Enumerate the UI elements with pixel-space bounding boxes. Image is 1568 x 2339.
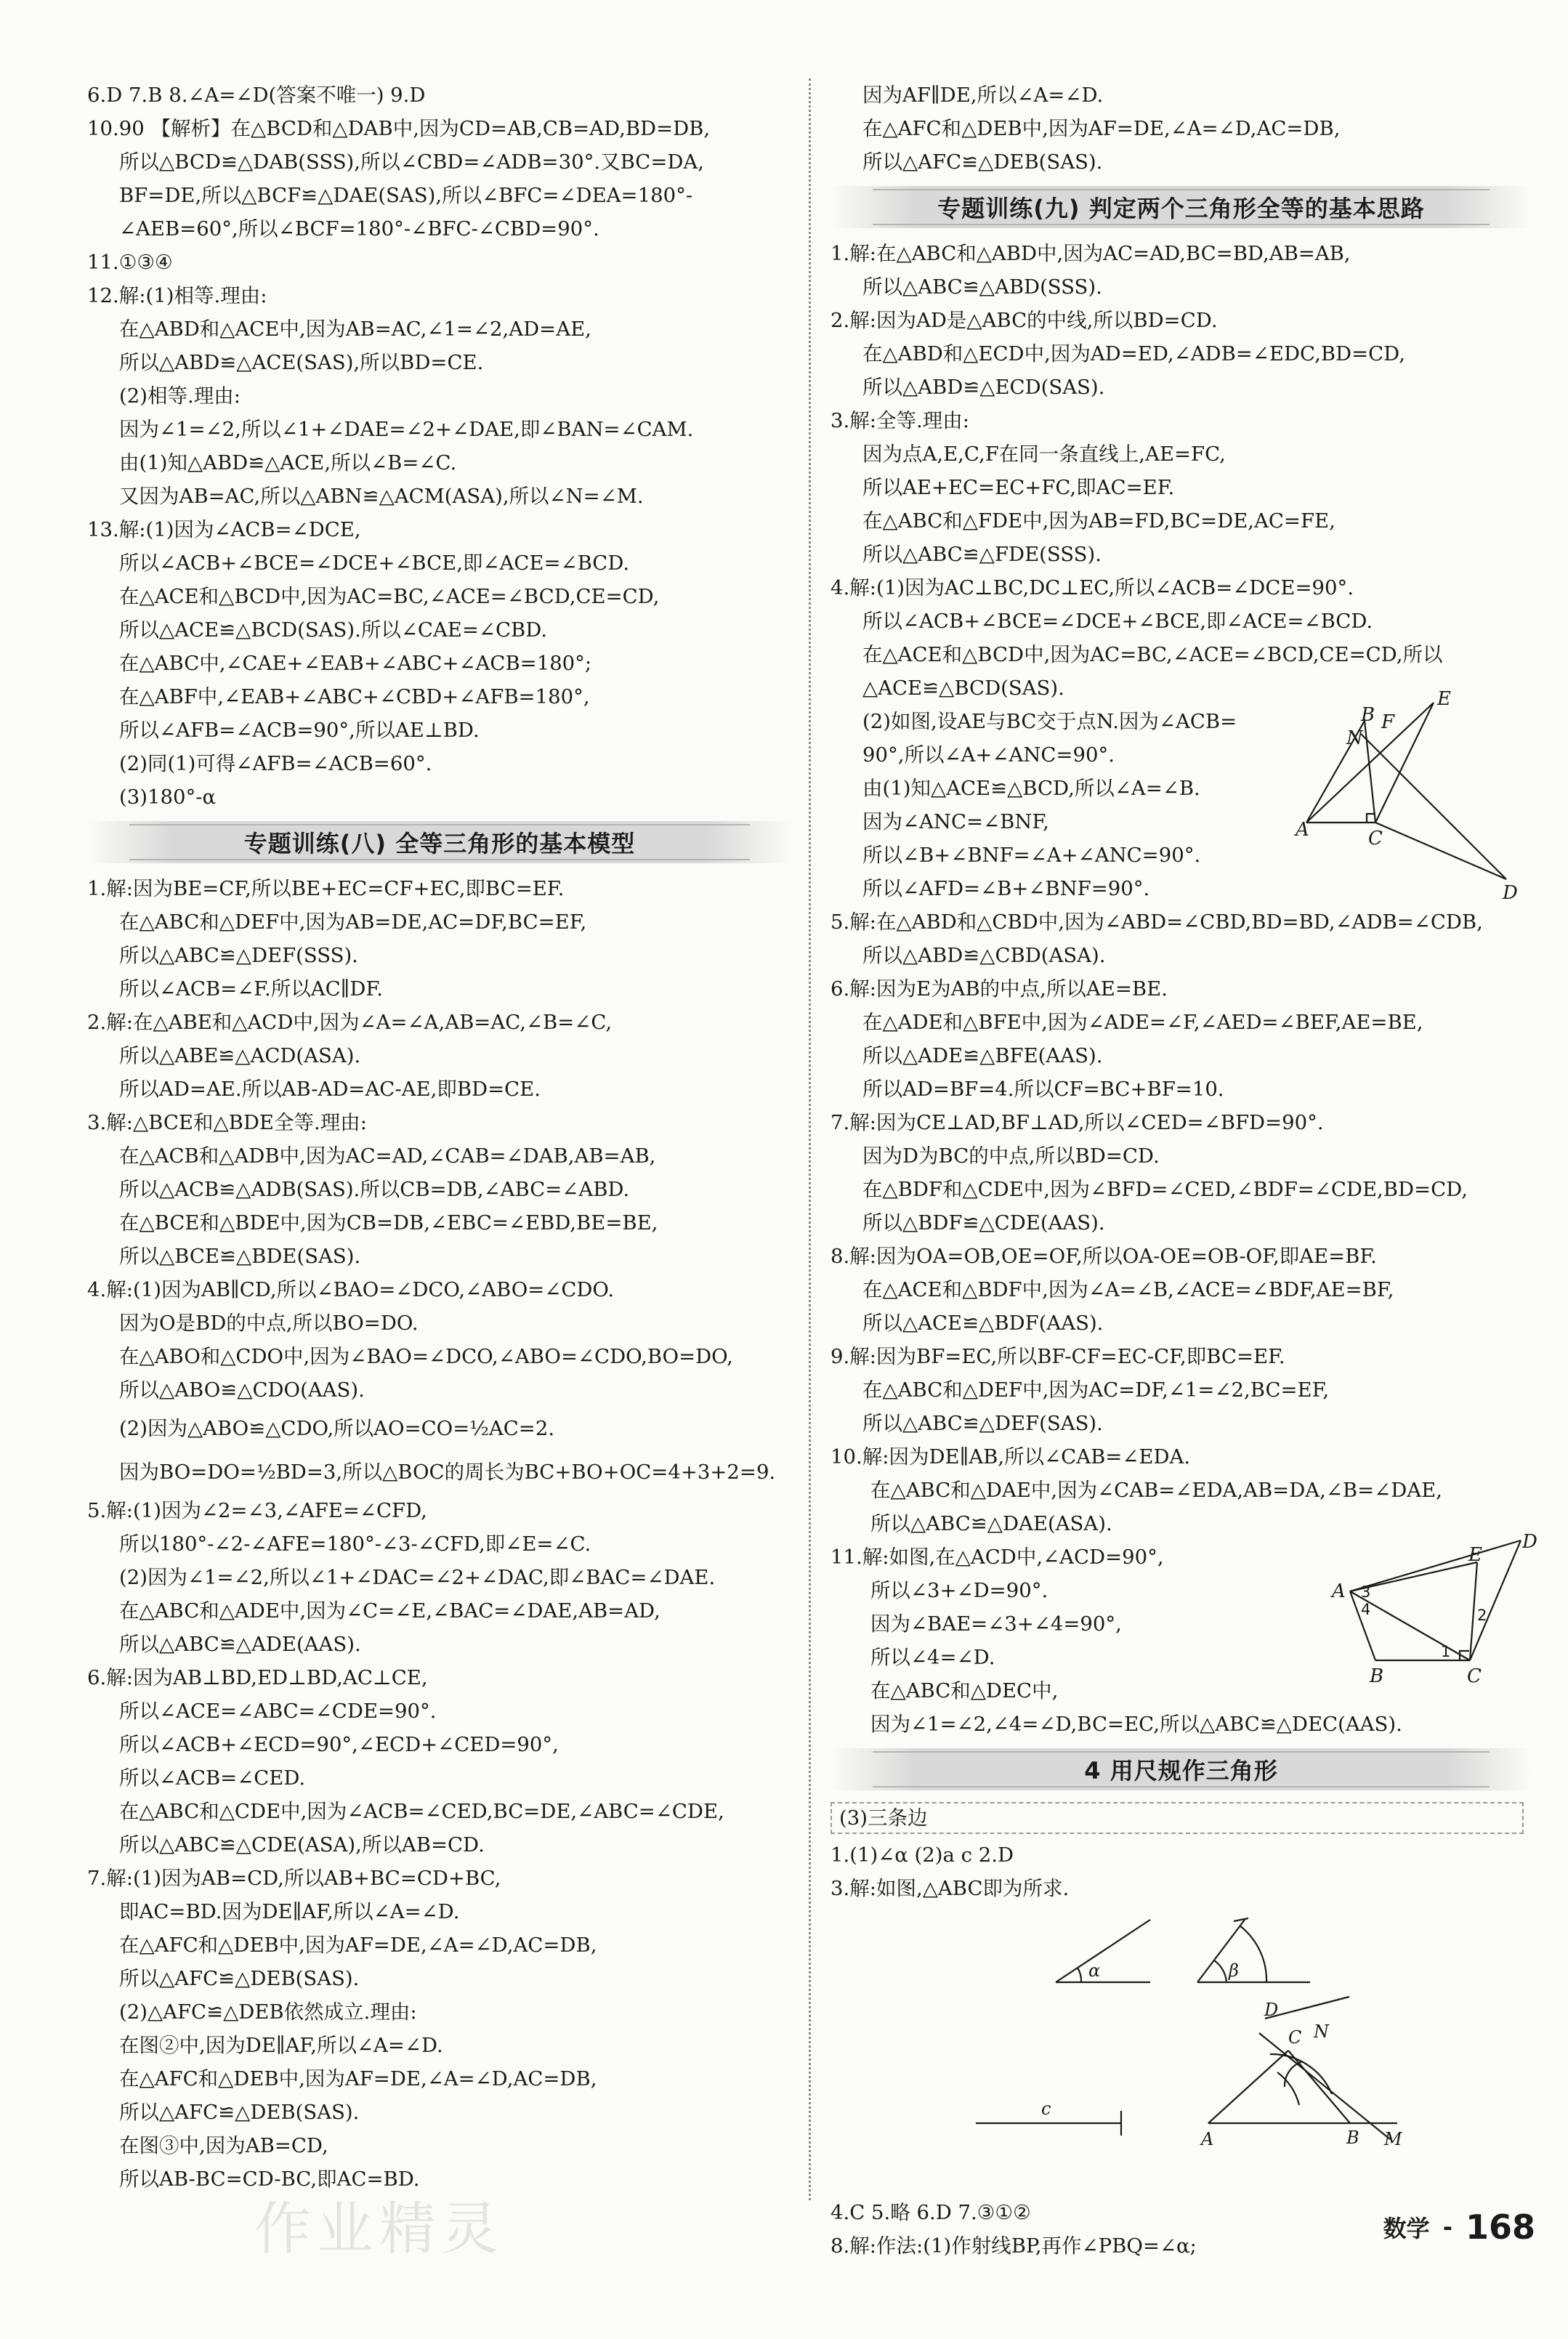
answer-line: (2)△AFC≌△DEB依然成立.理由: (119, 2000, 417, 2024)
answer-line: (2)同(1)可得∠AFB=∠ACB=60°. (119, 752, 432, 775)
subject-label: 数学 (1383, 2215, 1430, 2242)
answer-line: 在△AFC和△DEB中,因为AF=DE,∠A=∠D,AC=DB, (119, 2067, 597, 2090)
answer-line: 所以∠ACB+∠BCE=∠DCE+∠BCE,即∠ACE=∠BCD. (119, 552, 630, 575)
answer-line: 9.解:因为BF=EC,所以BF-CF=EC-CF,即BC=EF. (831, 1345, 1285, 1368)
answer-line: 所以∠ACB+∠ECD=90°,∠ECD+∠CED=90°, (119, 1733, 559, 1756)
answer-line: 90°,所以∠A+∠ANC=90°. (862, 743, 1115, 767)
left-column (87, 78, 792, 2196)
answer-line: 5.解:在△ABD和△CBD中,因为∠ABD=∠CBD,BD=BD,∠ADB=∠CDB, (831, 910, 1483, 934)
page-footer (1383, 2207, 1535, 2247)
point-label-d: D (1264, 2000, 1279, 2020)
column-divider (809, 78, 811, 2200)
answer-line: 因为∠ANC=∠BNF, (862, 810, 1049, 833)
page-number: 168 (1465, 2207, 1535, 2247)
answer-line: 所以△AFC≌△DEB(SAS). (119, 2101, 360, 2124)
answer-line: 所以AD=AE.所以AB-AD=AC-AE,即BD=CE. (119, 1078, 541, 1101)
answer-line: 10.90 【解析】在△BCD和△DAB中,因为CD=AB,CB=AD,BD=DB, (87, 117, 711, 140)
answer-line: 即AC=BD.因为DE∥AF,所以∠A=∠D. (119, 1900, 460, 1923)
section-heading (831, 186, 1532, 228)
answer-line: 所以180°-∠2-∠AFE=180°-∠3-∠CFD,即∠E=∠C. (119, 1532, 591, 1556)
point-label-b: B (1361, 704, 1375, 726)
answer-line: 所以AD=BF=4.所以CF=BC+BF=10. (862, 1078, 1224, 1101)
angle-label-2: 2 (1477, 1607, 1487, 1624)
point-label-e: E (1437, 688, 1451, 710)
answer-line: 在△ABD和△ECD中,因为AD=ED,∠ADB=∠EDC,BD=CD, (862, 342, 1405, 365)
answer-line: 7.解:(1)因为AB=CD,所以AB+BC=CD+BC, (87, 1867, 501, 1890)
point-label-a: A (1296, 819, 1309, 841)
point-label-d: D (1503, 882, 1518, 904)
point-label-a: A (1332, 1580, 1346, 1602)
answer-line: 7.解:因为CE⊥AD,BF⊥AD,所以∠CED=∠BFD=90°. (831, 1111, 1324, 1134)
point-label-f: F (1381, 711, 1395, 733)
answer-line: 在图②中,因为DE∥AF,所以∠A=∠D. (119, 2034, 443, 2057)
point-label-b: B (1370, 1665, 1384, 1687)
answer-line: 在△ABD和△ACE中,因为AB=AC,∠1=∠2,AD=AE, (119, 318, 591, 341)
point-label-a: A (1201, 2129, 1214, 2149)
answer-line: 所以△AFC≌△DEB(SAS). (119, 1967, 360, 1990)
answer-line: 10.解:因为DE∥AB,所以∠CAB=∠EDA. (831, 1445, 1191, 1469)
answer-line: 在△ABC和△FDE中,因为AB=FD,BC=DE,AC=FE, (862, 509, 1335, 533)
point-label-m: M (1384, 2129, 1402, 2149)
construction-figure-3 (831, 1905, 1532, 2196)
answer-line: 1.解:因为BE=CF,所以BE+EC=CF+EC,即BC=EF. (87, 877, 565, 900)
answer-line: 在△ABO和△CDO中,因为∠BAO=∠DCO,∠ABO=∠CDO,BO=DO, (119, 1345, 733, 1368)
right-column (831, 78, 1537, 2263)
answer-line: (2)如图,设AE与BC交于点N.因为∠ACB= (862, 710, 1237, 733)
answer-line: 所以AE+EC=EC+FC,即AC=EF. (862, 476, 1175, 499)
answer-line: 所以∠AFD=∠B+∠BNF=90°. (862, 877, 1150, 900)
answer-line: 所以∠4=∠D. (870, 1646, 995, 1669)
knowledge-tag: (3)三条边 (831, 1802, 1524, 1834)
answer-line: 所以△ACE≌△BDF(AAS). (862, 1312, 1104, 1335)
footer-dash: - (1442, 2213, 1452, 2241)
answer-line: 因为BO=DO=½BD=3,所以△BOC的周长为BC+BO+OC=4+3+2=9. (119, 1461, 776, 1484)
point-label-b: B (1346, 2128, 1359, 2148)
answer-line: 在△ABC和△DEC中, (870, 1679, 1059, 1702)
answer-line: (2)因为∠1=∠2,所以∠1+∠DAC=∠2+∠DAC,即∠BAC=∠DAE. (119, 1566, 716, 1589)
answer-line: 所以△ACE≌△BCD(SAS).所以∠CAE=∠CBD. (119, 618, 548, 642)
point-label-c: C (1467, 1665, 1482, 1687)
answer-line: 所以△ABD≌△CBD(ASA). (862, 944, 1106, 967)
answer-line: 1.解:在△ABC和△ABD中,因为AC=AD,BC=BD,AB=AB, (831, 242, 1351, 265)
answer-line: 6.解:因为AB⊥BD,ED⊥BD,AC⊥CE, (87, 1666, 428, 1689)
point-label-n: N (1314, 2021, 1329, 2042)
answer-line: △ACE≌△BCD(SAS). (862, 676, 1064, 700)
answer-line: 在△ACE和△BCD中,因为AC=BC,∠ACE=∠BCD,CE=CD,所以 (862, 643, 1443, 666)
answer-line: 所以∠ACE=∠ABC=∠CDE=90°. (119, 1700, 437, 1723)
answer-line: 4.解:(1)因为AC⊥BC,DC⊥EC,所以∠ACB=∠DCE=90°. (831, 576, 1354, 599)
answer-line: 因为∠1=∠2,∠4=∠D,BC=EC,所以△ABC≌△DEC(AAS). (870, 1713, 1402, 1736)
answer-line: 所以AB-BC=CD-BC,即AC=BD. (119, 2168, 420, 2191)
answer-line: 2.解:因为AD是△ABC的中线,所以BD=CD. (831, 309, 1218, 332)
answer-line: 6.D 7.B 8.∠A=∠D(答案不唯一) 9.D (87, 84, 426, 107)
answer-line: 所以△ABE≌△ACD(ASA). (119, 1044, 361, 1067)
answer-line: 所以△ABC≌△ABD(SSS). (862, 275, 1102, 299)
answer-line: 所以△ABO≌△CDO(AAS). (119, 1378, 365, 1402)
answer-line: 3.解:如图,△ABC即为所求. (831, 1877, 1070, 1900)
answer-line: 在△AFC和△DEB中,因为AF=DE,∠A=∠D,AC=DB, (862, 117, 1341, 140)
answer-line: 所以△ABC≌△DAE(ASA). (870, 1512, 1112, 1535)
answer-line: 所以△ADE≌△BFE(AAS). (862, 1044, 1103, 1067)
answer-line: 5.解:(1)因为∠2=∠3,∠AFE=∠CFD, (87, 1499, 427, 1522)
section-title: 4 用尺规作三角形 (1084, 1757, 1278, 1785)
answer-line: (2)相等.理由: (119, 384, 241, 408)
answer-line: 在图③中,因为AB=CD, (119, 2134, 328, 2157)
answer-line: 在△BDF和△CDE中,因为∠BFD=∠CED,∠BDF=∠CDE,BD=CD, (862, 1178, 1468, 1201)
section-heading (831, 1748, 1532, 1790)
answer-line: 所以△ABD≌△ECD(SAS). (862, 376, 1105, 399)
answer-line: 3.解:全等.理由: (831, 409, 970, 432)
answer-line: 在△ABC和△ADE中,因为∠C=∠E,∠BAC=∠DAE,AB=AD, (119, 1599, 660, 1623)
angle-beta-label: β (1229, 1960, 1239, 1981)
angle-label-3: 3 (1361, 1583, 1371, 1601)
answer-line: 在△ABC和△DAE中,因为∠CAB=∠EDA,AB=DA,∠B=∠DAE, (870, 1479, 1442, 1502)
answer-line: 所以△ABC≌△DEF(SSS). (119, 944, 358, 967)
answer-line: 8.解:因为OA=OB,OE=OF,所以OA-OE=OB-OF,即AE=BF. (831, 1245, 1377, 1268)
answer-line: 在△ACB和△ADB中,因为AC=AD,∠CAB=∠DAB,AB=AB, (119, 1144, 656, 1168)
answer-line: 所以△BCE≌△BDE(SAS). (119, 1245, 361, 1268)
point-label-n: N (1346, 727, 1363, 749)
answer-line: 8.解:作法:(1)作射线BP,再作∠PBQ=∠α; (831, 2234, 1197, 2258)
answer-line: (2)因为△ABO≌△CDO,所以AO=CO=½AC=2. (119, 1417, 555, 1440)
answer-line: 因为AF∥DE,所以∠A=∠D. (862, 84, 1104, 107)
answer-line: 因为D为BC的中点,所以BD=CD. (862, 1144, 1160, 1168)
answer-line: 2.解:在△ABE和△ACD中,因为∠A=∠A,AB=AC,∠B=∠C, (87, 1011, 613, 1034)
figure-11-block (831, 1531, 1537, 1741)
watermark: 作业精灵 (254, 2197, 505, 2262)
answer-line: 所以△AFC≌△DEB(SAS). (862, 150, 1103, 174)
answer-line: 在△ABC中,∠CAE+∠EAB+∠ABC+∠ACB=180°; (119, 652, 592, 675)
point-label-c: C (1368, 828, 1383, 849)
angle-label-4: 4 (1361, 1601, 1371, 1618)
segment-c-label: c (1041, 2098, 1051, 2119)
answer-line: 所以∠ACB=∠CED. (119, 1766, 306, 1790)
answer-line: 所以∠AFB=∠ACB=90°,所以AE⊥BD. (119, 719, 480, 742)
answer-line: 11.解:如图,在△ACD中,∠ACD=90°, (831, 1546, 1164, 1569)
answer-line: ∠AEB=60°,所以∠BCF=180°-∠BFC-∠CBD=90°. (119, 217, 599, 241)
answer-line: 由(1)知△ABD≌△ACE,所以∠B=∠C. (119, 451, 457, 474)
answer-line: 在△ABC和△CDE中,因为∠ACB=∠CED,BC=DE,∠ABC=∠CDE, (119, 1800, 724, 1823)
answer-line: 在△AFC和△DEB中,因为AF=DE,∠A=∠D,AC=DB, (119, 1934, 597, 1957)
answer-line: 又因为AB=AC,所以△ABN≌△ACM(ASA),所以∠N=∠M. (119, 485, 644, 508)
answer-line: 由(1)知△ACE≌△BCD,所以∠A=∠B. (862, 777, 1200, 800)
answer-line: 因为∠BAE=∠3+∠4=90°, (870, 1612, 1122, 1636)
answer-line: 在△BCE和△BDE中,因为CB=DB,∠EBC=∠EBD,BE=BE, (119, 1211, 658, 1235)
angle-label-1: 1 (1441, 1643, 1451, 1660)
answer-line: 在△ABC和△DEF中,因为AB=DE,AC=DF,BC=EF, (119, 910, 587, 934)
answer-line: 12.解:(1)相等.理由: (87, 284, 267, 307)
answer-line: 所以△ABC≌△FDE(SSS). (862, 543, 1102, 566)
answer-line: 13.解:(1)因为∠ACB=∠DCE, (87, 518, 361, 541)
answer-line: 所以△ABC≌△CDE(ASA),所以AB=CD. (119, 1833, 485, 1857)
section-title: 专题训练(九) 判定两个三角形全等的基本思路 (937, 195, 1425, 222)
answer-line: 6.解:因为E为AB的中点,所以AE=BE. (831, 977, 1168, 1001)
answer-line: 所以∠ACB+∠BCE=∠DCE+∠BCE,即∠ACE=∠BCD. (862, 610, 1373, 633)
answer-line: 因为O是BD的中点,所以BO=DO. (119, 1312, 419, 1335)
answer-line: 因为∠1=∠2,所以∠1+∠DAE=∠2+∠DAE,即∠BAN=∠CAM. (119, 418, 694, 441)
section-heading (87, 821, 792, 863)
triangle-figure-11 (1325, 1533, 1535, 1686)
answer-line: 在△ACE和△BDF中,因为∠A=∠B,∠ACE=∠BDF,AE=BF, (862, 1278, 1394, 1301)
answer-line: 所以△ABC≌△ADE(AAS). (119, 1633, 361, 1656)
answer-line: 1.(1)∠α (2)a c 2.D (831, 1843, 1014, 1867)
answer-line: 在△ADE和△BFE中,因为∠ADE=∠F,∠AED=∠BEF,AE=BE, (862, 1011, 1423, 1034)
answer-line: 所以∠B+∠BNF=∠A+∠ANC=90°. (862, 844, 1201, 867)
answer-line: 4.解:(1)因为AB∥CD,所以∠BAO=∠DCO,∠ABO=∠CDO. (87, 1278, 615, 1301)
answer-line: 在△ABC和△DEF中,因为AC=DF,∠1=∠2,BC=EF, (862, 1378, 1330, 1402)
answer-line: 因为点A,E,C,F在同一条直线上,AE=FC, (862, 443, 1226, 466)
answer-line: 所以△ABC≌△DEF(SAS). (862, 1412, 1103, 1435)
answer-line: 所以∠ACB=∠F.所以AC∥DF. (119, 977, 383, 1001)
angle-alpha-label: α (1088, 1960, 1101, 1981)
answer-line: 11.①③④ (87, 251, 173, 274)
answer-line: 所以△BCD≌△DAB(SSS),所以∠CBD=∠ADB=30°.又BC=DA, (119, 150, 705, 174)
answer-line: 所以△BDF≌△CDE(AAS). (862, 1211, 1105, 1235)
point-label-e: E (1468, 1544, 1482, 1566)
triangle-figure-4 (1296, 688, 1521, 904)
point-label-c: C (1288, 2027, 1302, 2048)
answer-line: 4.C 5.略 6.D 7.③①② (831, 2201, 1031, 2224)
answer-line: 所以△ACB≌△ADB(SAS).所以CB=DB,∠ABC=∠ABD. (119, 1178, 630, 1201)
point-label-d: D (1522, 1531, 1537, 1553)
answer-line: BF=DE,所以△BCF≌△DAE(SAS),所以∠BFC=∠DEA=180°- (119, 184, 693, 207)
answer-line: 在△ACE和△BCD中,因为AC=BC,∠ACE=∠BCD,CE=CD, (119, 585, 660, 608)
answer-line: 在△ABF中,∠EAB+∠ABC+∠CBD+∠AFB=180°, (119, 685, 590, 708)
answer-line: 3.解:△BCE和△BDE全等.理由: (87, 1111, 367, 1134)
answer-line: 所以△ABD≌△ACE(SAS),所以BD=CE. (119, 351, 484, 374)
answer-line: 所以∠3+∠D=90°. (870, 1579, 1048, 1602)
section-title: 专题训练(八) 全等三角形的基本模型 (243, 830, 636, 857)
answer-line: (3)180°-α (119, 785, 217, 809)
